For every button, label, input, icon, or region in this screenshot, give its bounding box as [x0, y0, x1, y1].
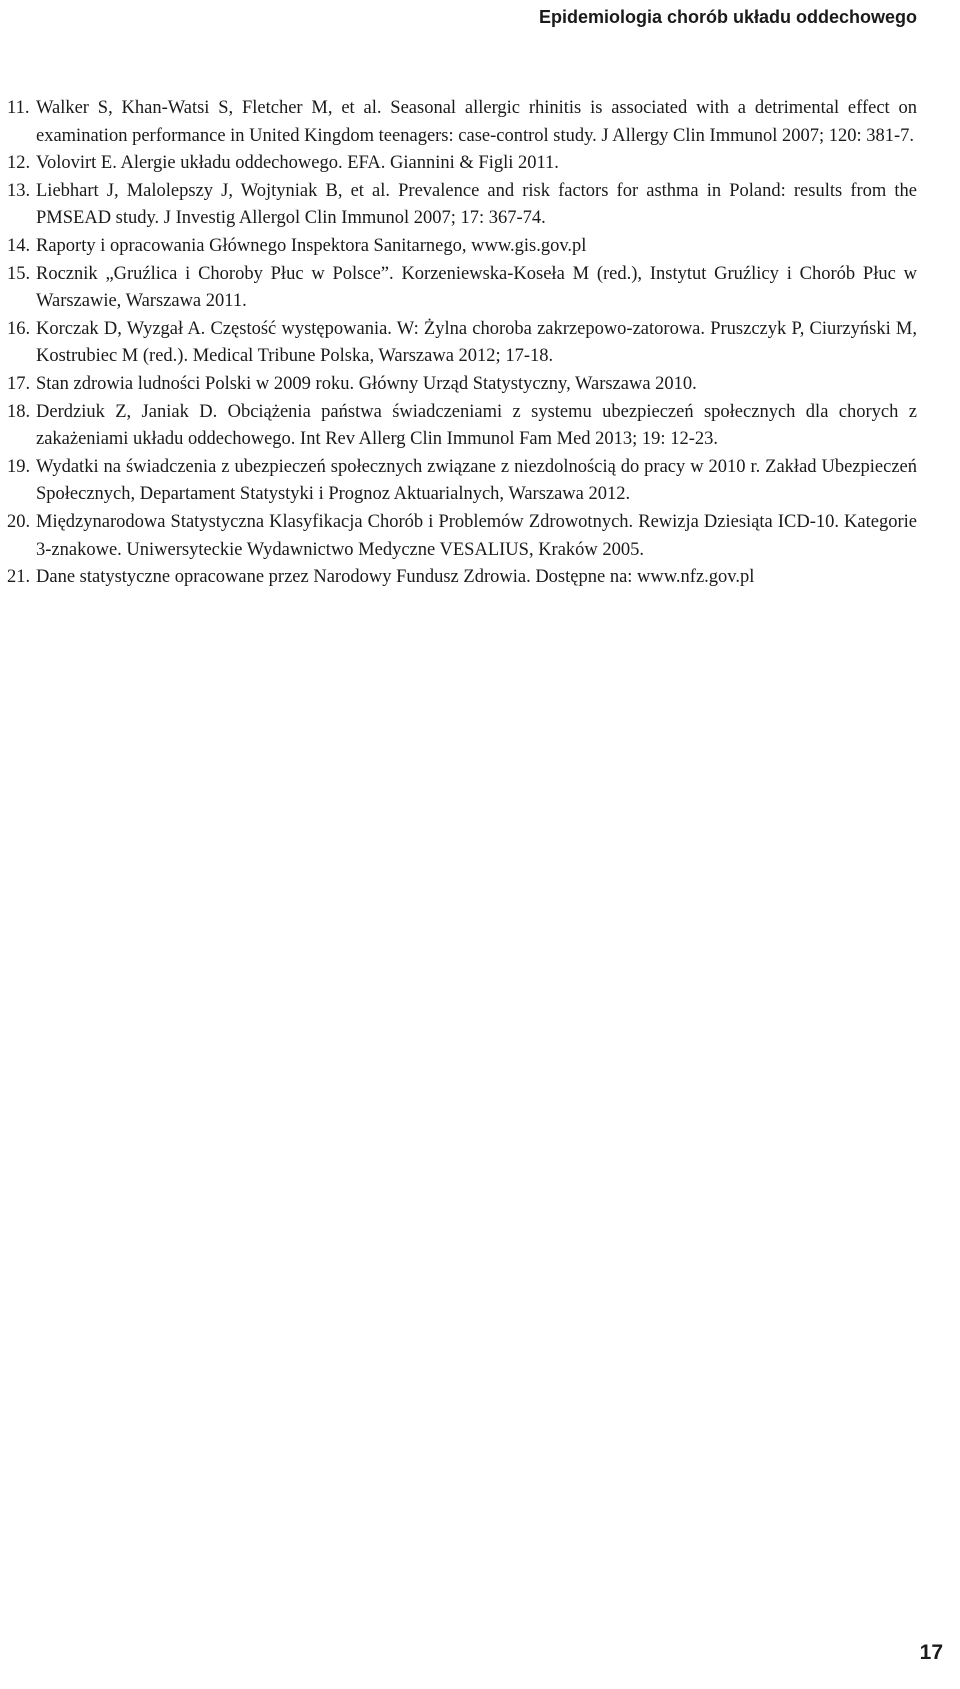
reference-number: 14. — [7, 235, 31, 256]
reference-item — [0, 178, 960, 233]
reference-text: Derdziuk Z, Janiak D. Obciążenia państwa świadczeniami z systemu ubezpieczeń społecznych dla chorych z zakażeniami układu oddechowego. Int Rev Allerg Clin Immunol Fam Med 2013; 19: 12-23. — [36, 401, 917, 450]
reference-text: Stan zdrowia ludności Polski w 2009 roku. Główny Urząd Statystyczny, Warszawa 2010. — [36, 373, 697, 394]
reference-number: 16. — [7, 318, 31, 339]
reference-text: Dane statystyczne opracowane przez Narodowy Fundusz Zdrowia. Dostępne na: www.nfz.gov.pl — [36, 567, 755, 588]
reference-text: Volovirt E. Alergie układu oddechowego. EFA. Giannini & Figli 2011. — [36, 153, 559, 174]
reference-item — [0, 150, 960, 178]
reference-item — [0, 509, 960, 564]
reference-number: 21. — [7, 567, 31, 588]
reference-text: Międzynarodowa Statystyczna Klasyfikacja Chorób i Problemów Zdrowotnych. Rewizja Dziesiąta ICD-10. Kategorie 3-znakowe. Uniwersyteckie Wydawnictwo Medyczne VESALIUS, Kraków 2005. — [36, 511, 917, 560]
reference-text: Walker S, Khan-Watsi S, Fletcher M, et al. Seasonal allergic rhinitis is associated with a detrimental effect on examination performance in United Kingdom teenagers: case-control study. J Allergy Clin Immunol 2007; 120: 381-7. — [36, 98, 917, 146]
running-title: Epidemiologia chorób układu oddechowego — [538, 7, 917, 27]
reference-item — [0, 454, 960, 509]
reference-text: Wydatki na świadczenia z ubezpieczeń społecznych związane z niezdolnością do pracy w 2010 r. Zakład Ubezpieczeń Społecznych, Departament Statystyki i Prognoz Aktuarialnych, Warszawa 2012. — [36, 456, 917, 505]
reference-text: Rocznik „Gruźlica i Choroby Płuc w Polsce”. Korzeniewska-Koseła M (red.), Instytut Gruźlicy i Chorób Płuc w Warszawie, Warszawa 2011. — [36, 263, 917, 312]
page-number: 17 — [919, 1641, 943, 1664]
reference-number: 17. — [7, 373, 31, 394]
reference-number: 12. — [7, 153, 31, 174]
reference-number: 18. — [7, 401, 31, 422]
reference-text: Korczak D, Wyzgał A. Częstość występowania. W: Żylna choroba zakrzepowo-zatorowa. Pruszczyk P, Ciurzyński M, Kostrubiec M (red.). Medical Tribune Polska, Warszawa 2012; 17-18. — [36, 318, 917, 367]
reference-item — [0, 399, 960, 454]
reference-number: 15. — [7, 263, 31, 284]
reference-item — [0, 564, 960, 592]
reference-number: 11. — [7, 98, 30, 118]
reference-list — [0, 95, 960, 592]
reference-item — [0, 371, 960, 399]
reference-item — [0, 95, 960, 150]
reference-text: Liebhart J, Malolepszy J, Wojtyniak B, et al. Prevalence and risk factors for asthma in Poland: results from the PMSEAD study. J Investig Allergol Clin Immunol 2007; 17: 367-74. — [36, 180, 917, 229]
reference-item — [0, 233, 960, 261]
reference-item — [0, 316, 960, 371]
reference-number: 19. — [7, 456, 31, 477]
reference-text: Raporty i opracowania Głównego Inspektora Sanitarnego, www.gis.gov.pl — [36, 235, 587, 256]
reference-item — [0, 261, 960, 316]
reference-number: 20. — [7, 511, 31, 532]
reference-number: 13. — [7, 180, 31, 201]
